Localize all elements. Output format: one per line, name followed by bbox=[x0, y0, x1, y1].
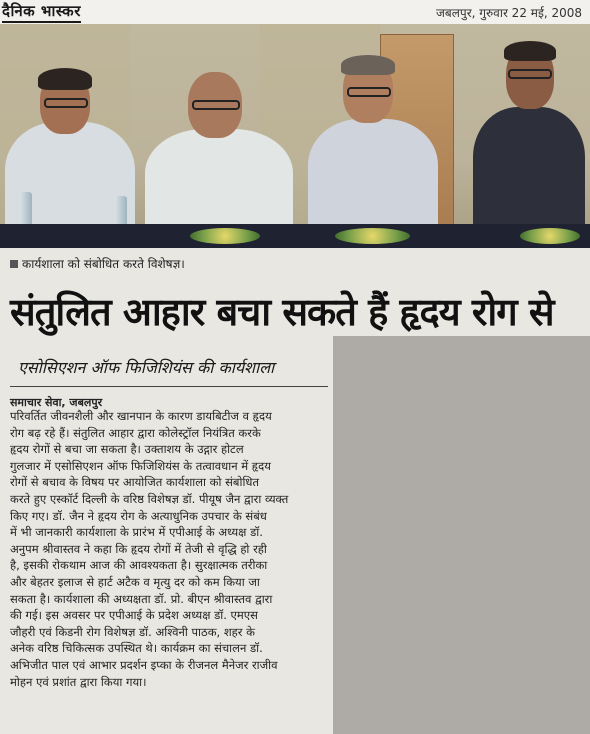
article-line: किए गए। डॉ. जैन ने हृदय रोग के अत्याधुनिक उपचार के संबंध bbox=[10, 508, 267, 523]
flower-arrangement bbox=[520, 228, 580, 244]
flower-arrangement bbox=[190, 228, 260, 244]
article-line: रोग बढ़ रहे हैं। संतुलित आहार द्वारा कोलेस्ट्रॉल नियंत्रित करके bbox=[10, 425, 261, 440]
flower-arrangement bbox=[335, 228, 410, 244]
article-line: और बेहतर इलाज से हार्ट अटैक व मृत्यु दर को कम किया जा bbox=[10, 574, 260, 589]
article-line: की गई। इस अवसर पर एपीआई के प्रदेश अध्यक्ष डॉ. एमएस bbox=[10, 608, 258, 623]
news-photo bbox=[0, 24, 590, 248]
article-line: अभिजीत पाल एवं आभार प्रदर्शन इप्का के रीजनल मैनेजर राजीव bbox=[10, 657, 278, 672]
article-line: अनुपम श्रीवास्तव ने कहा कि हृदय रोगों में तेजी से वृद्धि हो रही bbox=[10, 541, 267, 556]
table bbox=[0, 224, 590, 248]
masthead bbox=[0, 0, 590, 24]
square-bullet-icon bbox=[10, 260, 18, 268]
article-line: हृदय रोगों से बचा जा सकता है। उक्ताशय के उद्गार होटल bbox=[10, 442, 244, 457]
newspaper-logo: दैनिक भास्कर bbox=[2, 1, 81, 23]
person-2 bbox=[140, 64, 295, 234]
caption-text: कार्यशाला को संबोधित करते विशेषज्ञ। bbox=[22, 257, 185, 271]
article-line: परिवर्तित जीवनशैली और खानपान के कारण डायबिटीज व हृदय bbox=[10, 409, 272, 423]
divider bbox=[10, 386, 328, 387]
article-line: सकता है। कार्यशाला की अध्यक्षता डॉ. प्रो. बीएन श्रीवास्तव द्वारा bbox=[10, 591, 273, 606]
headline: संतुलित आहार बचा सकते हैं हृदय रोग से bbox=[10, 290, 554, 334]
person-4 bbox=[470, 39, 585, 234]
grey-block bbox=[333, 336, 590, 734]
article-line: मोहन एवं प्रशांत द्वारा किया गया। bbox=[10, 674, 147, 689]
article-line: में भी जानकारी कार्यशाला के प्रारंभ में एपीआई के अध्यक्ष डॉ. bbox=[10, 525, 263, 540]
photo-caption bbox=[10, 255, 185, 272]
article-body bbox=[10, 408, 332, 690]
article-line: अनेक वरिष्ठ चिकित्सक उपस्थित थे। कार्यक्रम का संचालन डॉ. bbox=[10, 641, 263, 656]
dateline: जबलपुर, गुरुवार 22 मई, 2008 bbox=[436, 6, 582, 20]
article-line: गुलजार में एसोसिएशन ऑफ फिजिशियंस के तत्वावधान में हृदय bbox=[10, 458, 271, 473]
article-line: रोगों से बचाव के विषय पर आयोजित कार्यशाला को संबोधित bbox=[10, 475, 260, 490]
subheadline: एसोसिएशन ऑफ फिजिशियंस की कार्यशाला bbox=[18, 358, 275, 377]
person-3 bbox=[305, 49, 440, 234]
article-line: करते हुए एस्कॉर्ट दिल्ली के वरिष्ठ विशेषज्ञ डॉ. पीयूष जैन द्वारा व्यक्त bbox=[10, 491, 289, 506]
byline: समाचार सेवा, जबलपुर bbox=[10, 396, 103, 409]
article-line: जौहरी एवं किडनी रोग विशेषज्ञ डॉ. अश्विनी पाठक, शहर के bbox=[10, 624, 255, 639]
article-line: है, इसकी रोकथाम आज की आवश्यकता है। सुरक्षात्मक तरीका bbox=[10, 558, 268, 573]
